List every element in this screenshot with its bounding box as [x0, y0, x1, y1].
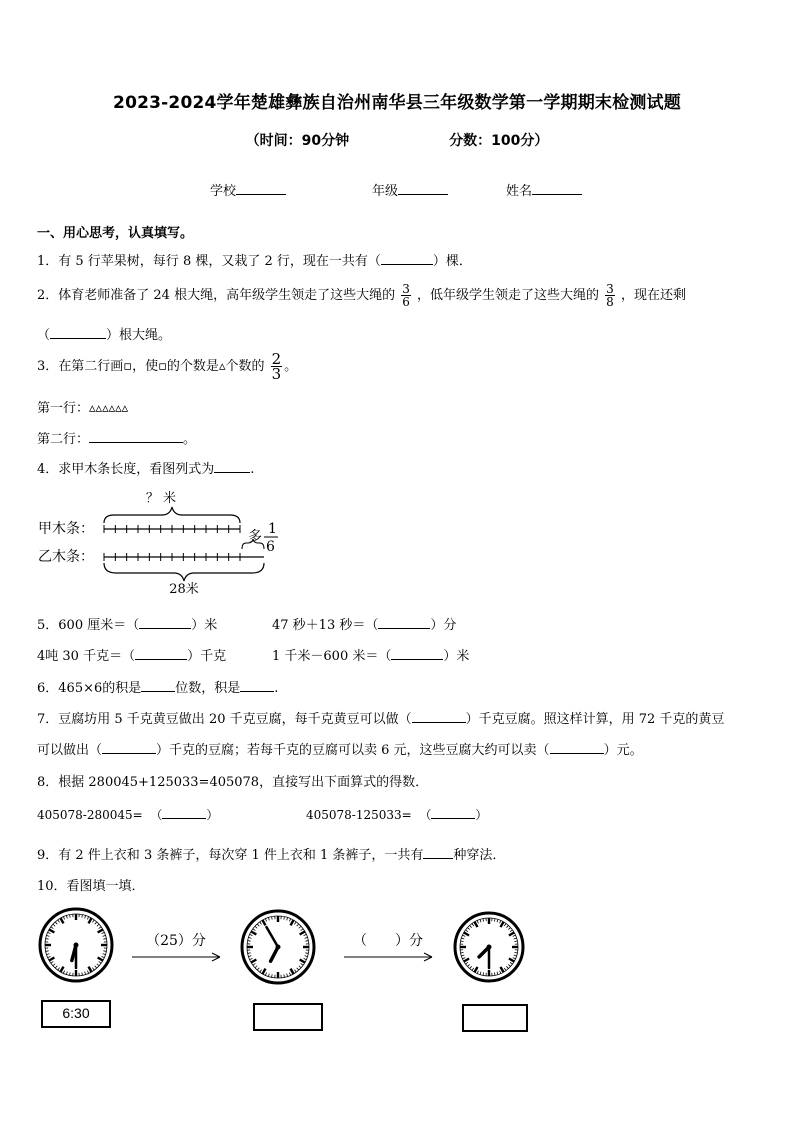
bar-diagram: [36, 485, 296, 600]
fraction: $\frac{3}{6}$: [402, 282, 410, 309]
question-5-row2: 4吨 30 千克＝（ ）千克: [37, 649, 227, 664]
clock3-time-box[interactable]: [462, 1004, 528, 1032]
question-2-line2: （ ）根大绳。: [37, 328, 172, 343]
score-label: 分数：100分）: [449, 133, 549, 149]
clock-center: [74, 943, 79, 948]
answer-blank[interactable]: [240, 679, 274, 692]
arrow1-label: （25）分: [146, 933, 206, 949]
name-label: 姓名: [506, 184, 533, 199]
name-field[interactable]: [506, 180, 582, 199]
answer-blank[interactable]: [141, 679, 175, 692]
frac-den: 6: [266, 539, 275, 555]
fraction: $\frac{3}{8}$: [606, 282, 614, 309]
triangle-icon: ▵: [218, 359, 226, 374]
question-3-row2: 第二行： 。: [37, 432, 197, 447]
answer-blank[interactable]: [381, 252, 433, 265]
clock-center: [487, 945, 492, 950]
answer-blank[interactable]: [139, 616, 191, 629]
question-10: 10．看图填一填．: [37, 879, 145, 894]
triangle-row: ▵▵▵▵▵▵: [89, 401, 129, 416]
answer-blank[interactable]: [135, 647, 187, 660]
question-3-row1: 第一行：▵▵▵▵▵▵: [37, 401, 129, 416]
frac-num: 1: [268, 521, 277, 537]
question-8-eq2: 405078-125033= （ ）: [306, 808, 488, 822]
question-6: 6．465×6的积是 位数，积是 .: [37, 681, 279, 696]
question-3: 3．在第二行画▫，使▫的个数是▵个数的 $\frac{2}{3}$ 。: [37, 350, 298, 383]
more-label: 多: [248, 529, 262, 545]
question-5-d: 1 千米－600 米＝（ ）米: [272, 649, 470, 664]
grade-label: 年级: [372, 184, 399, 199]
clock2-time-box[interactable]: [253, 1003, 323, 1031]
school-label: 学校: [210, 184, 237, 199]
section-heading: 一、用心思考，认真填写。: [37, 226, 194, 241]
answer-blank[interactable]: [102, 741, 156, 754]
school-field[interactable]: [210, 180, 286, 199]
page-title: 2023-2024学年楚雄彝族自治州南华县三年级数学第一学期期末检测试题: [113, 93, 681, 113]
fraction: $\frac{2}{3}$: [271, 350, 282, 383]
question-5-b: 47 秒＋13 秒＝（ ）分: [272, 618, 457, 633]
question-8-eq1: 405078-280045= （ ）: [37, 808, 219, 822]
question-7-line2: 可以做出（ ）千克的豆腐；若每千克的豆腐可以卖 6 元，这些豆腐大约可以卖（ ）元。: [37, 743, 643, 758]
answer-blank[interactable]: [423, 846, 453, 859]
bottom-brace: [104, 563, 264, 581]
question-9: 9．有 2 件上衣和 3 条裤子，每次穿 1 件上衣和 1 条裤子，一共有 种穿法．: [37, 848, 506, 863]
answer-blank[interactable]: [431, 806, 475, 819]
square-icon: ▫: [123, 359, 133, 374]
answer-blank[interactable]: [89, 430, 183, 443]
clock-center: [276, 945, 281, 950]
clock-3: [455, 913, 523, 981]
yi-label: 乙木条：: [38, 549, 94, 565]
clock1-time-box: 6:30: [41, 1000, 111, 1028]
jia-label: 甲木条：: [38, 521, 94, 537]
answer-blank[interactable]: [391, 647, 443, 660]
answer-blank[interactable]: [378, 616, 430, 629]
time-label: （时间：90分钟: [245, 133, 350, 149]
question-2: 2．体育老师准备了 24 根大绳，高年级学生领走了这些大绳的 $\frac{3}{6}$ ，低年级学生领走了这些大绳的 $\frac{3}{8}$ ，现在还剩: [37, 282, 686, 309]
total-label: 28米: [169, 582, 199, 597]
answer-blank[interactable]: [412, 710, 466, 723]
answer-blank[interactable]: [50, 326, 106, 339]
question-7: 7．豆腐坊用 5 千克黄豆做出 20 千克豆腐，每千克黄豆可以做（ ）千克豆腐。照这样计算，用 72 千克的黄豆: [37, 712, 725, 727]
clock-1: [40, 909, 112, 981]
exam-meta: [0, 130, 794, 150]
question-label: ？ 米: [145, 491, 177, 506]
question-5-row1: 5．600 厘米＝（ ）米: [37, 618, 218, 633]
answer-blank[interactable]: [550, 741, 604, 754]
square-icon: ▫: [158, 359, 167, 374]
answer-blank[interactable]: [162, 806, 206, 819]
top-brace: [104, 507, 240, 523]
question-8: 8．根据 280045+125033=405078，直接写出下面算式的得数．: [37, 775, 429, 790]
grade-field[interactable]: [372, 180, 448, 199]
arrow2-label: （ ）分: [353, 933, 423, 949]
question-4: 4．求甲木条长度，看图列式为 .: [37, 462, 255, 477]
answer-blank[interactable]: [214, 460, 250, 473]
question-1: 1．有 5 行苹果树，每行 8 棵，又栽了 2 行，现在一共有（ ）棵．: [37, 254, 472, 269]
clock-2: [242, 911, 314, 983]
